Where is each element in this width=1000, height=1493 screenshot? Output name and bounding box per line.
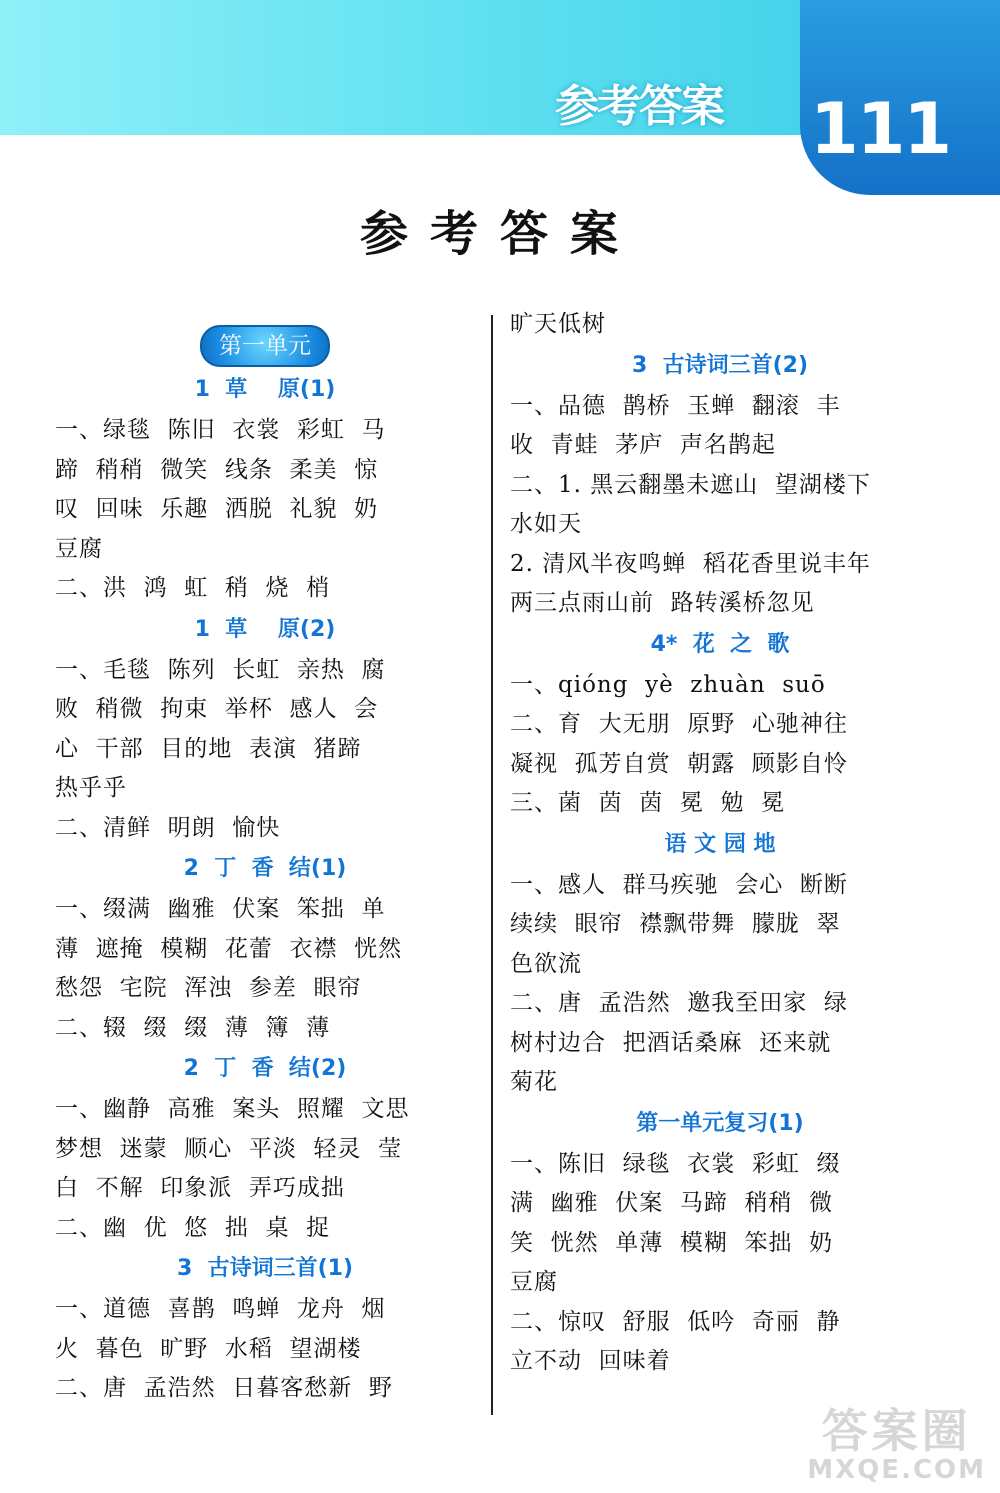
answer-line: 一、道德 喜鹊 鸣蝉 龙舟 烟 [55,1296,386,1322]
answer-line: 二、洪 鸿 虹 稍 烧 梢 [55,575,331,601]
left-column [55,305,475,1409]
right-column [510,305,930,1382]
answer-line: 续续 眼帘 襟飘带舞 朦胧 翠 [510,911,841,937]
answer-line: 水如天 [510,511,582,537]
answer-line: 蹄 稍稍 微笑 线条 柔美 惊 [55,456,379,483]
section-heading: 第一单元复习(1) [636,1110,804,1136]
answer-line: 火 暮色 旷野 水稻 望湖楼 [55,1335,362,1362]
answer-line: 二、辍 缀 缀 薄 簿 薄 [55,1014,331,1041]
answer-line: 一、缀满 幽雅 伏案 笨拙 单 [55,896,386,922]
answer-line: 二、育 大无朋 原野 心驰神往 [510,711,848,737]
banner-title: 参考答案 [555,81,723,132]
answer-line: 梦想 迷蒙 顺心 平淡 轻灵 莹 [55,1135,403,1162]
answer-line: 二、清鲜 明朗 愉快 [55,814,281,841]
answer-line: 二、1. 黑云翻墨未遮山 望湖楼下 [510,471,871,498]
answer-line: 三、菌 茵 茵 冕 勉 冕 [510,790,786,816]
answer-line: 二、唐 孟浩然 日暮客愁新 野 [55,1375,393,1401]
column-divider [491,315,493,1415]
answer-line: 一、幽静 高雅 案头 照耀 文思 [55,1096,410,1122]
answer-line: 白 不解 印象派 弄巧成拙 [55,1175,345,1201]
answer-line: 旷天低树 [510,311,606,337]
answer-line: 2. 清风半夜鸣蝉 稻花香里说丰年 [510,550,871,577]
answer-line: 二、幽 优 悠 拙 桌 捉 [55,1214,331,1241]
answer-line: 豆腐 [55,535,103,562]
section-heading: 4* 花 之 歌 [650,631,790,657]
header-banner [0,0,1000,205]
answer-line: 心 干部 目的地 表演 猪蹄 [55,735,362,762]
answer-line: 笑 恍然 单薄 模糊 笨拙 奶 [510,1229,834,1256]
watermark-url: MXQE.COM [807,1455,986,1485]
section-heading: 语 文 园 地 [664,831,776,857]
answer-line: 一、绿毯 陈旧 衣裳 彩虹 马 [55,417,386,443]
answer-line: 色欲流 [510,950,582,977]
page-title: 参考答案 [359,206,640,262]
answer-line: 立不动 回味着 [510,1348,671,1374]
watermark-logo-text: 答案圈 [821,1404,972,1458]
answer-line: 收 青蛙 茅庐 声名鹊起 [510,432,776,458]
answer-line: 热乎乎 [55,775,127,801]
section-heading: 2 丁 香 结(1) [183,856,347,881]
answer-line: 败 稍微 拘束 举杯 感人 会 [55,696,379,722]
answer-line: 凝视 孤芳自赏 朝露 顾影自怜 [510,750,848,777]
page-number: 111 [810,88,951,170]
answer-line: 一、毛毯 陈列 长虹 亲热 腐 [55,656,386,683]
answer-line: 两三点雨山前 路转溪桥忽见 [510,590,815,616]
section-heading: 1 草 原(2) [194,616,336,642]
answer-line: 一、qióng yè zhuàn suō [510,671,826,698]
answer-line: 豆腐 [510,1269,558,1295]
answer-line: 树村边合 把酒话桑麻 还来就 [510,1029,832,1056]
answer-line: 一、陈旧 绿毯 衣裳 彩虹 缀 [510,1150,841,1177]
answer-line: 一、品德 鹊桥 玉蝉 翻滚 丰 [510,392,841,419]
answer-line: 薄 遮掩 模糊 花蕾 衣襟 恍然 [55,935,403,962]
section-heading: 3 古诗词三首(1) [176,1256,354,1281]
answer-line: 满 幽雅 伏案 马蹄 稍稍 微 [510,1190,834,1216]
unit-badge: 第一单元 [200,325,330,367]
watermark [807,1395,986,1485]
answer-line: 一、感人 群马疾驰 会心 断断 [510,871,848,898]
answer-line: 菊花 [510,1069,558,1095]
answer-line: 二、惊叹 舒服 低吟 奇丽 静 [510,1308,841,1335]
answer-line: 愁怨 宅院 浑浊 参差 眼帘 [55,975,362,1001]
section-heading: 3 古诗词三首(2) [631,352,809,378]
section-heading: 1 草 原(1) [194,377,336,402]
answer-line: 二、唐 孟浩然 邀我至田家 绿 [510,990,848,1016]
section-heading: 2 丁 香 结(2) [183,1056,347,1081]
answer-line: 叹 回味 乐趣 洒脱 礼貌 奶 [55,496,379,522]
